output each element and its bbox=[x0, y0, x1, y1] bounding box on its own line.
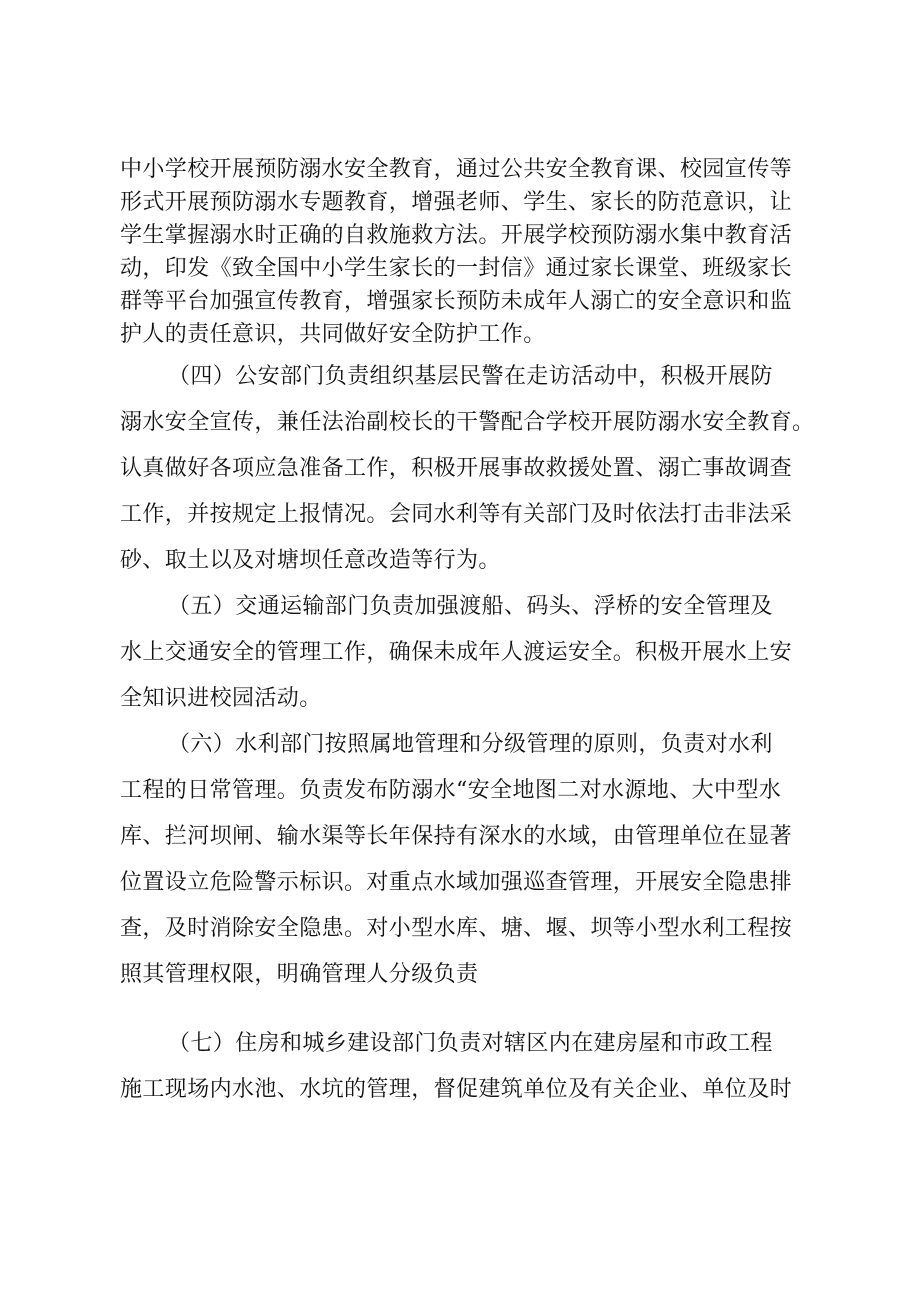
text-line: 工程的日常管理。负责发布防溺水“安全地图二对水源地、大中型水 bbox=[120, 778, 782, 803]
text-line: 水上交通安全的管理工作，确保未成年人渡运安全。积极开展水上安 bbox=[120, 640, 793, 665]
text-line: （五）交通运输部门负责加强渡船、码头、浮桥的安全管理及 bbox=[168, 594, 773, 619]
text-line: 认真做好各项应急准备工作，积极开展事故救援处置、溺亡事故调查 bbox=[120, 456, 793, 481]
text-line: 查，及时消除安全隐患。对小型水库、塘、堰、坝等小型水利工程按 bbox=[120, 916, 793, 941]
text-line: 溺水安全宣传，兼任法治副校长的干警配合学校开展防溺水安全教育。 bbox=[120, 410, 815, 435]
text-line: （六）水利部门按照属地管理和分级管理的原则，负责对水利 bbox=[168, 732, 773, 757]
text-line: 照其管理权限，明确管理人分级负责 bbox=[120, 962, 479, 987]
text-line: 砂、取土以及对塘坝任意改造等行为。 bbox=[120, 548, 501, 573]
text-line: 工作，并按规定上报情况。会同水利等有关部门及时依法打击非法采 bbox=[120, 502, 793, 527]
text-line: 全知识进校园活动。 bbox=[120, 686, 322, 711]
text-line: 库、拦河坝闸、输水渠等长年保持有深水的水域，由管理单位在显著 bbox=[120, 824, 793, 849]
text-line: （四）公安部门负责组织基层民警在走访活动中，积极开展防 bbox=[168, 364, 773, 389]
text-line: 形式开展预防溺水专题教育，增强老师、学生、家长的防范意识，让 bbox=[120, 190, 793, 215]
text-line: （七）住房和城乡建设部门负责对辖区内在建房屋和市政工程 bbox=[168, 1031, 773, 1056]
text-line: 护人的责任意识，共同做好安全防护工作。 bbox=[120, 322, 546, 347]
text-line: 群等平台加强宣传教育，增强家长预防未成年人溺亡的安全意识和监 bbox=[120, 289, 793, 314]
text-line: 施工现场内水池、水坑的管理，督促建筑单位及有关企业、单位及时 bbox=[120, 1077, 793, 1102]
text-line: 位置设立危险警示标识。对重点水域加强巡查管理，开展安全隐患排 bbox=[120, 870, 793, 895]
text-line: 学生掌握溺水时正确的自救施救方法。开展学校预防溺水集中教育活 bbox=[120, 223, 793, 248]
text-line: 中小学校开展预防溺水安全教育，通过公共安全教育课、校园宣传等 bbox=[120, 157, 793, 182]
text-line: 动，印发《致全国中小学生家长的一封信》通过家长课堂、班级家长 bbox=[120, 256, 793, 281]
